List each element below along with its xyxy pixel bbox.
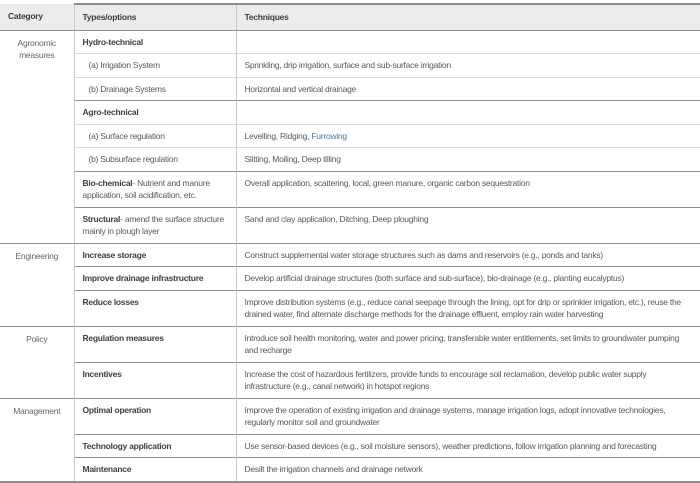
technique-cell: Introduce soil health monitoring, water and power pricing, transferable water entitlements, set limits to groundwater pumping and recharge bbox=[236, 326, 700, 362]
type-label: Reduce losses bbox=[82, 296, 139, 307]
type-cell bbox=[74, 101, 236, 125]
table-row bbox=[0, 434, 700, 458]
technique-cell bbox=[236, 30, 700, 54]
table-row bbox=[0, 243, 700, 267]
technique-cell: Construct supplemental water storage structures such as dams and reservoirs (e.g., ponds and tanks) bbox=[236, 243, 700, 267]
table-row bbox=[0, 124, 700, 148]
type-label: Bio-chemical bbox=[82, 177, 133, 188]
col-header-techniques: Techniques bbox=[236, 4, 700, 30]
category-cell-management: Management bbox=[0, 398, 74, 481]
measures-table bbox=[0, 3, 700, 481]
type-cell bbox=[74, 458, 236, 481]
col-header-category: Category bbox=[0, 4, 74, 30]
type-cell: (a) Irrigation System bbox=[74, 54, 236, 78]
table-row bbox=[0, 171, 700, 207]
table-row bbox=[0, 267, 700, 291]
technique-cell: Slitting, Moiling, Deep tilling bbox=[236, 148, 700, 172]
type-cell bbox=[74, 207, 236, 243]
type-cell bbox=[74, 290, 236, 326]
table-row bbox=[0, 398, 700, 434]
type-cell bbox=[74, 30, 236, 54]
type-label: Agro-technical bbox=[82, 107, 139, 117]
header-row bbox=[0, 4, 700, 30]
technique-cell: Desilt the irrigation channels and drainage network bbox=[236, 458, 700, 481]
type-description: - Nutrient and manure application, soil acidification, etc. bbox=[82, 177, 210, 200]
table-row bbox=[0, 30, 700, 54]
category-cell-engineering: Engineering bbox=[0, 243, 74, 326]
type-label: Hydro-technical bbox=[82, 36, 143, 47]
table-row bbox=[0, 362, 700, 398]
technique-cell bbox=[236, 101, 700, 125]
technique-cell: Increase the cost of hazardous fertilizers, provide funds to encourage soil reclamation, develop public water supply infrastructure (e.g., canal network) in hotspot regions bbox=[236, 362, 700, 398]
table-row bbox=[0, 77, 700, 101]
technique-cell: Overall application, scattering, local, green manure, organic carbon sequestration bbox=[236, 171, 700, 207]
type-cell bbox=[74, 434, 236, 458]
type-label: Increase storage bbox=[82, 249, 147, 260]
type-label: Incentives bbox=[82, 368, 122, 379]
technique-cell: Sprinkling, drip irrigation, surface and sub-surface irrigation bbox=[236, 54, 700, 78]
technique-cell: Improve the operation of existing irrigation and drainage systems, manage irrigation logs, adopt innovative technologies, regularly monitor soil and groundwater bbox=[236, 398, 700, 434]
technique-cell: Horizontal and vertical drainage bbox=[236, 77, 700, 101]
type-cell: (b) Subsurface regulation bbox=[74, 148, 236, 172]
type-cell bbox=[74, 243, 236, 267]
table-row bbox=[0, 54, 700, 78]
type-cell: (b) Drainage Systems bbox=[74, 77, 236, 101]
table-row bbox=[0, 458, 700, 481]
technique-cell: Develop artificial drainage structures (both surface and sub-surface), bio-drainage (e.g., planting eucalyptus) bbox=[236, 267, 700, 291]
table-row bbox=[0, 207, 700, 243]
type-label: Maintenance bbox=[82, 464, 132, 474]
type-cell bbox=[74, 398, 236, 434]
type-cell bbox=[74, 326, 236, 362]
category-cell-policy: Policy bbox=[0, 326, 74, 398]
table-row bbox=[0, 101, 700, 125]
technique-cell bbox=[236, 124, 700, 148]
technique-text: Levelling, Ridging, bbox=[244, 130, 312, 141]
type-cell bbox=[74, 362, 236, 398]
type-cell bbox=[74, 171, 236, 207]
type-label: Optimal operation bbox=[82, 404, 151, 415]
category-cell-agronomic: Agronomic measures bbox=[0, 30, 74, 243]
technique-cell: Sand and clay application, Ditching, Deep ploughing bbox=[236, 207, 700, 243]
measures-table-wrap bbox=[0, 3, 700, 483]
type-cell: (a) Surface regulation bbox=[74, 124, 236, 148]
col-header-types-options: Types/options bbox=[74, 4, 236, 30]
table-row bbox=[0, 326, 700, 362]
type-label: Structural bbox=[82, 213, 121, 224]
type-cell bbox=[74, 267, 236, 291]
type-label: Technology application bbox=[82, 440, 172, 451]
type-description: - amend the surface structure mainly in plough layer bbox=[82, 213, 224, 236]
technique-cell: Improve distribution systems (e.g., reduce canal seepage through the lining, opt for drip or sprinkler irrigation, etc.), reuse the drained water, find alternate discharge methods for the drainage effluent, employ rain water harvesting bbox=[236, 290, 700, 326]
table-row bbox=[0, 148, 700, 172]
type-label: Regulation measures bbox=[82, 332, 164, 343]
furrowing-link[interactable]: Furrowing bbox=[311, 130, 347, 141]
technique-cell: Use sensor-based devices (e.g., soil moisture sensors), weather predictions, follow irrigation planning and forecasting bbox=[236, 434, 700, 458]
type-label: Improve drainage infrastructure bbox=[82, 273, 204, 283]
table-row bbox=[0, 290, 700, 326]
